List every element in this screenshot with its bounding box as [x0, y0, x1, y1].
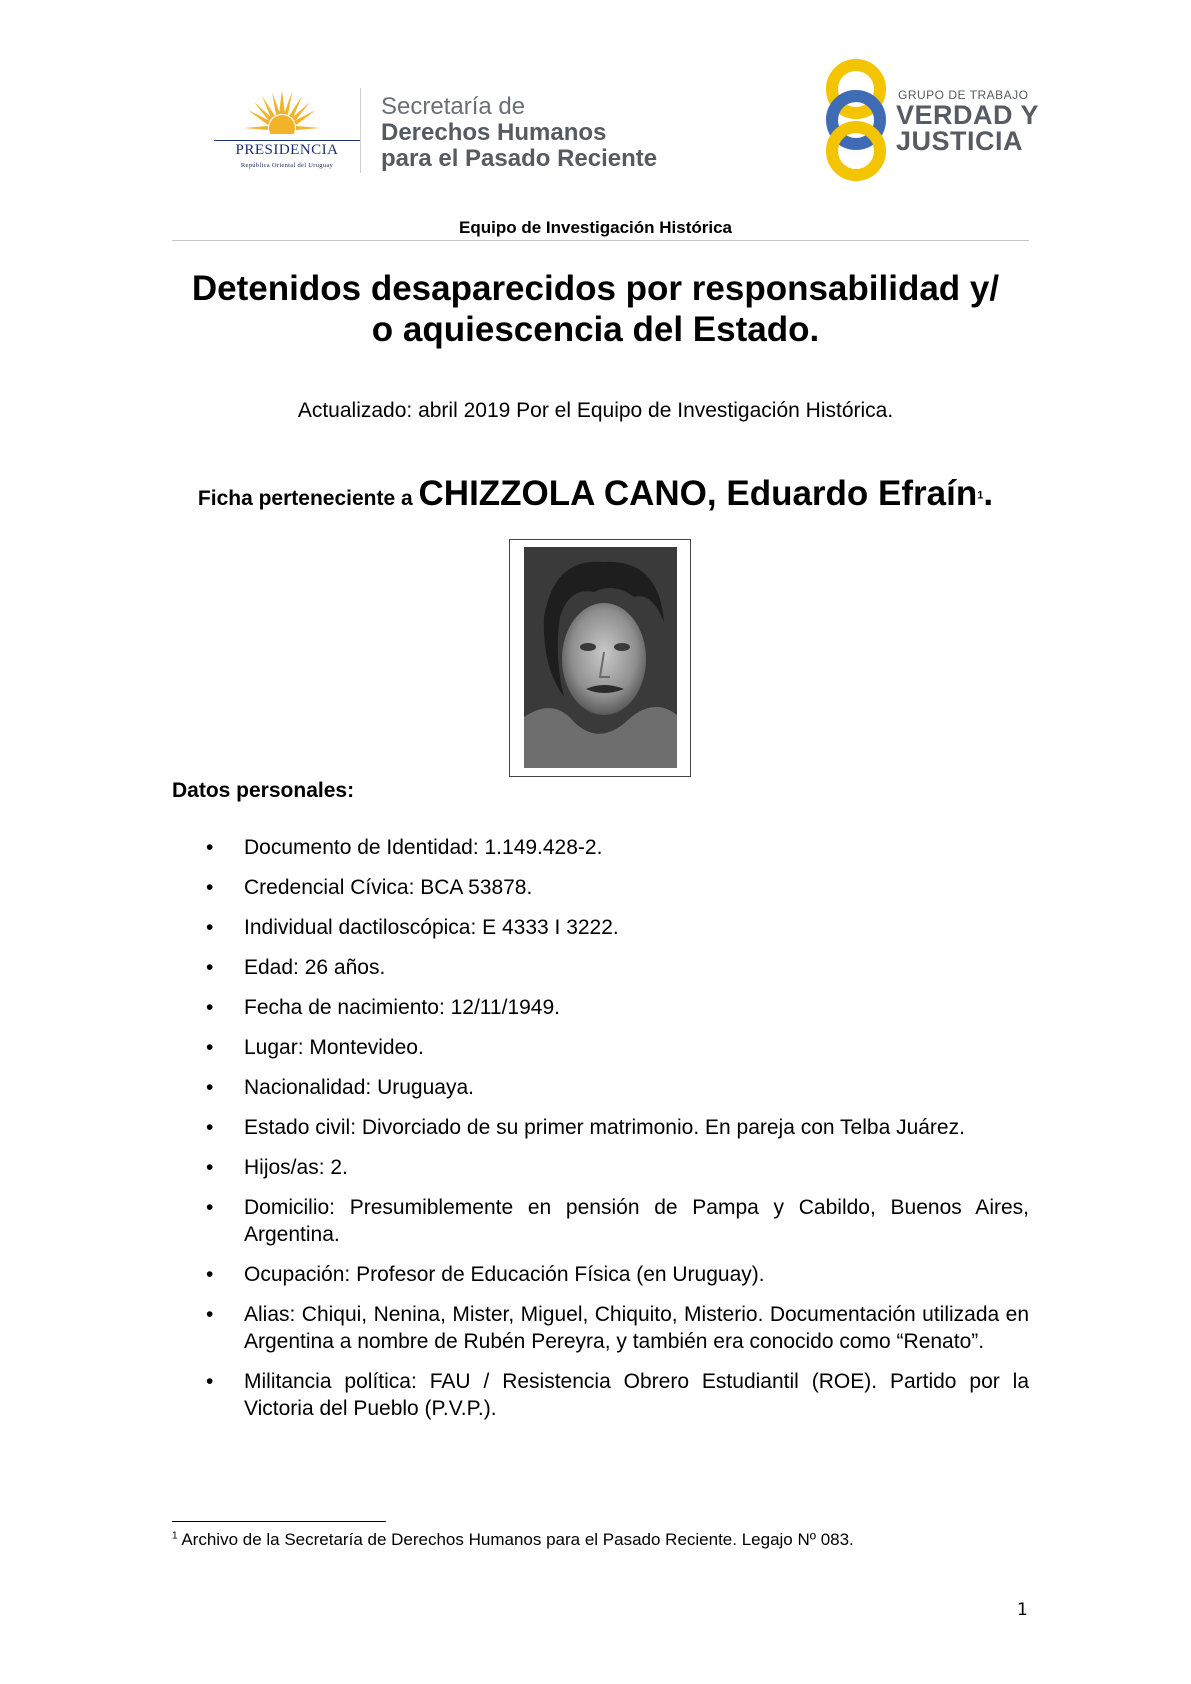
- sun-icon: [242, 88, 322, 138]
- bullet: •: [206, 956, 214, 979]
- person-name: CHIZZOLA CANO, Eduardo Efraín: [418, 474, 978, 513]
- ficha-period: .: [983, 474, 994, 513]
- footnote-number: 1: [172, 1530, 178, 1542]
- bullet: •: [206, 1263, 214, 1286]
- grupo-justicia-text: JUSTICIA: [896, 126, 1024, 156]
- bullet: •: [206, 1036, 214, 1059]
- list-item: [172, 914, 1029, 941]
- list-item-text: Militancia política: FAU / Resistencia Obrero Estudiantil (ROE). Partido por la Victoria del Pueblo (P.V.P.).: [244, 1370, 1029, 1420]
- list-item-text: Alias: Chiqui, Nenina, Mister, Miguel, Chiquito, Misterio. Documentación utilizada en Argentina a nombre de Rubén Pereyra, y también era conocido como “Renato”.: [244, 1303, 1029, 1353]
- personal-data-list: [172, 834, 1029, 1435]
- secretaria-logo-text: [381, 94, 657, 172]
- bullet: •: [206, 1116, 214, 1139]
- list-item-text: Hijos/as: 2.: [244, 1156, 348, 1179]
- list-item-text: Edad: 26 años.: [244, 956, 386, 979]
- footnote-reference: 1: [977, 489, 984, 502]
- list-item-text: Estado civil: Divorciado de su primer matrimonio. En pareja con Telba Juárez.: [244, 1116, 965, 1139]
- secretaria-line-2: Derechos Humanos: [381, 119, 607, 146]
- presidencia-logo: [212, 88, 362, 178]
- list-item-text: Lugar: Montevideo.: [244, 1036, 424, 1059]
- list-item-text: Documento de Identidad: 1.149.428-2.: [244, 836, 603, 859]
- page-header: [0, 0, 1191, 215]
- list-item: [172, 874, 1029, 901]
- list-item-text: Nacionalidad: Uruguaya.: [244, 1076, 474, 1099]
- bullet: •: [206, 916, 214, 939]
- secretaria-line-3: para el Pasado Reciente: [381, 145, 658, 172]
- updated-note: Actualizado: abril 2019 Por el Equipo de Investigación Histórica.: [297, 399, 894, 422]
- logo-divider: [360, 88, 361, 173]
- list-item-text: Domicilio: Presumiblemente en pensión de Pampa y Cabildo, Buenos Aires, Argentina.: [244, 1196, 1029, 1246]
- list-item: [172, 1261, 1029, 1288]
- portrait-image: [524, 547, 677, 768]
- list-item: [172, 1368, 1029, 1422]
- footnote-text: Archivo de la Secretaría de Derechos Humanos para el Pasado Reciente. Legajo Nº 083.: [177, 1530, 854, 1549]
- bullet: •: [206, 996, 214, 1019]
- title-line-1: Detenidos desaparecidos por responsabilidad y/: [191, 269, 1000, 308]
- list-item: [172, 1114, 1029, 1141]
- bullet: •: [206, 1370, 214, 1393]
- list-item-text: Individual dactiloscópica: E 4333 I 3222.: [244, 916, 619, 939]
- list-item-text: Ocupación: Profesor de Educación Física (en Uruguay).: [244, 1263, 765, 1286]
- header-rule: [172, 240, 1029, 241]
- bullet: •: [206, 1303, 214, 1326]
- bullet: •: [206, 1196, 214, 1219]
- grupo-small-text: GRUPO DE TRABAJO: [898, 88, 1029, 102]
- list-item: [172, 994, 1029, 1021]
- ficha-heading: [0, 474, 1191, 514]
- secretaria-line-1: Secretaría de: [381, 93, 526, 120]
- list-item: [172, 1074, 1029, 1101]
- bullet: •: [206, 836, 214, 859]
- bullet: •: [206, 876, 214, 899]
- bullet: •: [206, 1156, 214, 1179]
- footnote-separator: [172, 1521, 386, 1522]
- document-title: [120, 268, 1071, 350]
- portrait-photo: [524, 547, 677, 768]
- footnote: [172, 1530, 854, 1550]
- presidencia-name: PRESIDENCIA: [235, 142, 339, 158]
- portrait-frame: [509, 539, 691, 777]
- list-item: [172, 1154, 1029, 1181]
- ficha-prefix: Ficha perteneciente a: [197, 487, 419, 510]
- page-number: 1: [1017, 1600, 1028, 1620]
- list-item: [172, 1301, 1029, 1355]
- list-item: [172, 1034, 1029, 1061]
- presidencia-rule: [214, 140, 360, 141]
- list-item-text: Fecha de nacimiento: 12/11/1949.: [244, 996, 560, 1019]
- list-item: [172, 954, 1029, 981]
- list-item-text: Credencial Cívica: BCA 53878.: [244, 876, 533, 899]
- bullet: •: [206, 1076, 214, 1099]
- section-heading-datos: Datos personales:: [172, 779, 355, 802]
- list-item: [172, 834, 1029, 861]
- department-heading: Equipo de Investigación Histórica: [459, 218, 732, 237]
- grupo-verdad-text: VERDAD Y: [896, 100, 1040, 130]
- title-line-2: o aquiescencia del Estado.: [371, 310, 820, 349]
- list-item: [172, 1194, 1029, 1248]
- presidencia-subtitle: República Oriental del Uruguay: [240, 162, 334, 169]
